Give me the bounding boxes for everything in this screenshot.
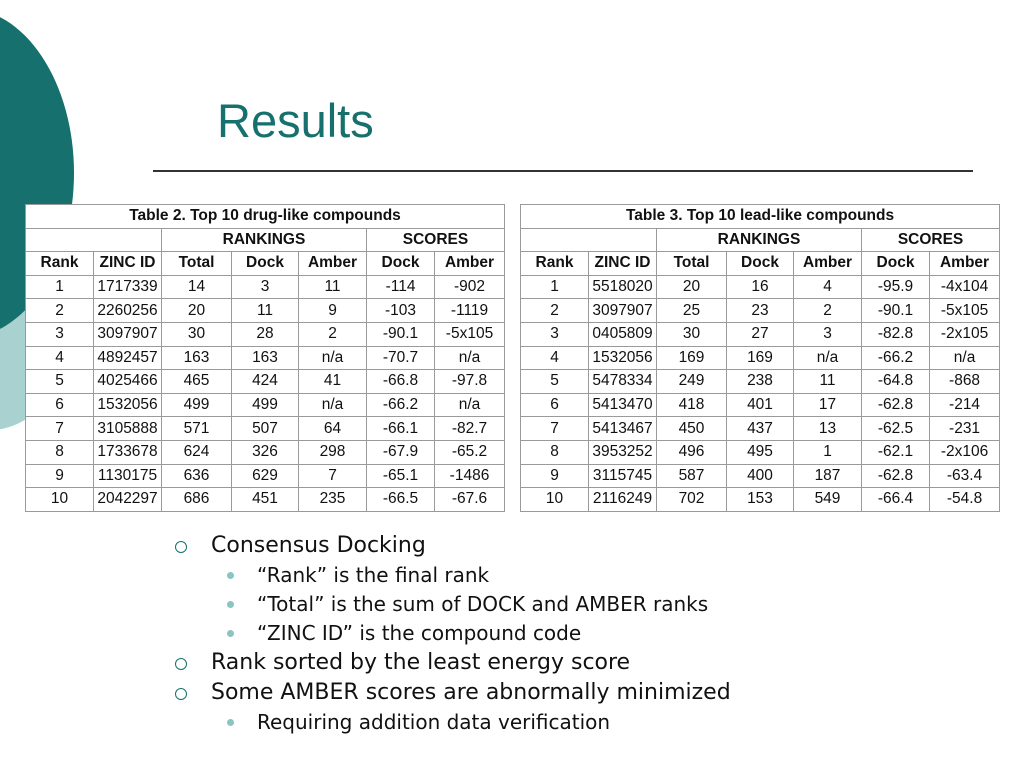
table-cell: 9 (26, 464, 94, 488)
table-cell: 1717339 (94, 275, 162, 299)
table-cell: 163 (232, 346, 299, 370)
table-cell: 3097907 (589, 299, 657, 323)
column-header-zinc-id: ZINC ID (589, 252, 657, 276)
table-cell: 1532056 (94, 393, 162, 417)
table-cell: -2x105 (930, 322, 1000, 346)
table-cell: n/a (435, 393, 505, 417)
table-row (521, 275, 1000, 299)
table-cell: 23 (727, 299, 794, 323)
table-row (26, 275, 505, 299)
table-cell: 6 (521, 393, 589, 417)
table-cell: -103 (367, 299, 435, 323)
table-row (26, 370, 505, 394)
table-cell: -64.8 (862, 370, 930, 394)
table-cell: 20 (657, 275, 727, 299)
table-cell: 7 (299, 464, 367, 488)
slide-title: Results (217, 94, 374, 147)
table-cell: 25 (657, 299, 727, 323)
table-cell: 5518020 (589, 275, 657, 299)
table-cell: -231 (930, 417, 1000, 441)
table-cell: -66.2 (862, 346, 930, 370)
bullet-text: Some AMBER scores are abnormally minimized (211, 680, 731, 705)
table-cell: 2116249 (589, 488, 657, 512)
table-cell: 9 (299, 299, 367, 323)
table-cell: 153 (727, 488, 794, 512)
table-cell: 450 (657, 417, 727, 441)
table-drug-like-compounds (25, 204, 505, 512)
table-cell: -97.8 (435, 370, 505, 394)
table-cell: 1532056 (589, 346, 657, 370)
table-cell: 30 (657, 322, 727, 346)
table-cell: 499 (162, 393, 232, 417)
title-divider (153, 170, 973, 172)
table-cell: 10 (521, 488, 589, 512)
table-cell: 4 (794, 275, 862, 299)
table-cell: 6 (26, 393, 94, 417)
table-cell: 571 (162, 417, 232, 441)
table-cell: 4 (521, 346, 589, 370)
table-cell: 235 (299, 488, 367, 512)
table-lead-like-compounds (520, 204, 1000, 512)
table-cell: 2 (299, 322, 367, 346)
table-cell: 4892457 (94, 346, 162, 370)
table-cell: -902 (435, 275, 505, 299)
table-cell: 8 (521, 440, 589, 464)
table-cell: -114 (367, 275, 435, 299)
table-cell: 28 (232, 322, 299, 346)
table-cell: 1130175 (94, 464, 162, 488)
table-cell: 401 (727, 393, 794, 417)
table-cell: 11 (794, 370, 862, 394)
table-cell: 169 (657, 346, 727, 370)
table-cell: 1 (794, 440, 862, 464)
dot-bullet-icon (227, 572, 234, 579)
column-header-rank: Rank (26, 252, 94, 276)
table-cell: 169 (727, 346, 794, 370)
table-cell: 3953252 (589, 440, 657, 464)
column-header-amber-rank: Amber (299, 252, 367, 276)
table-cell: 8 (26, 440, 94, 464)
table-cell: 5413470 (589, 393, 657, 417)
column-header-total: Total (162, 252, 232, 276)
table-caption: Table 2. Top 10 drug-like compounds (26, 205, 505, 229)
table-cell: -66.8 (367, 370, 435, 394)
table-column-header-row (521, 252, 1000, 276)
table-cell: 418 (657, 393, 727, 417)
table-row (521, 393, 1000, 417)
table-cell: n/a (299, 393, 367, 417)
table-row (26, 440, 505, 464)
table-cell: 249 (657, 370, 727, 394)
table-cell: -62.5 (862, 417, 930, 441)
table-cell: 298 (299, 440, 367, 464)
bullet-item (175, 531, 1015, 561)
table-cell: -67.6 (435, 488, 505, 512)
table-cell: n/a (794, 346, 862, 370)
table-cell: 20 (162, 299, 232, 323)
table-row (26, 393, 505, 417)
table-cell: 5 (26, 370, 94, 394)
bullet-text: “Rank” is the final rank (257, 563, 490, 587)
table-cell: -62.8 (862, 464, 930, 488)
sub-bullet-item (175, 561, 1015, 590)
table-cell: 11 (232, 299, 299, 323)
table-cell: 3 (26, 322, 94, 346)
table-cell: 7 (521, 417, 589, 441)
table-cell: 3 (232, 275, 299, 299)
table-row (521, 417, 1000, 441)
table-cell: -4x104 (930, 275, 1000, 299)
sub-bullet-item (175, 619, 1015, 648)
table-cell: 424 (232, 370, 299, 394)
table-cell: 451 (232, 488, 299, 512)
column-header-dock-score: Dock (367, 252, 435, 276)
table-cell: -82.8 (862, 322, 930, 346)
column-header-dock-score: Dock (862, 252, 930, 276)
table-cell: -90.1 (367, 322, 435, 346)
table-cell: 163 (162, 346, 232, 370)
table-cell: 507 (232, 417, 299, 441)
dot-bullet-icon (227, 601, 234, 608)
bullet-text: Rank sorted by the least energy score (211, 650, 631, 675)
table-cell: 437 (727, 417, 794, 441)
table-row (521, 464, 1000, 488)
table-cell: 2042297 (94, 488, 162, 512)
table-cell: 686 (162, 488, 232, 512)
table-cell: -67.9 (367, 440, 435, 464)
table-row (521, 299, 1000, 323)
table-cell: 64 (299, 417, 367, 441)
table-cell: -1119 (435, 299, 505, 323)
table-group-header-scores: SCORES (367, 228, 505, 252)
table-cell: 629 (232, 464, 299, 488)
table-cell: 465 (162, 370, 232, 394)
table-cell: 702 (657, 488, 727, 512)
table-cell: -90.1 (862, 299, 930, 323)
table-cell: 14 (162, 275, 232, 299)
table-cell: 30 (162, 322, 232, 346)
table-cell: 400 (727, 464, 794, 488)
bullet-list (175, 531, 1015, 737)
table-cell: 16 (727, 275, 794, 299)
table-cell: 495 (727, 440, 794, 464)
table-cell: -65.1 (367, 464, 435, 488)
bullet-text: Requiring addition data verification (257, 710, 611, 734)
column-header-amber-rank: Amber (794, 252, 862, 276)
table-cell: -66.2 (367, 393, 435, 417)
table-group-header-empty (26, 228, 162, 252)
table-row (26, 322, 505, 346)
table-group-header-rankings: RANKINGS (657, 228, 862, 252)
column-header-dock-rank: Dock (232, 252, 299, 276)
table-cell: -54.8 (930, 488, 1000, 512)
table-cell: -70.7 (367, 346, 435, 370)
table-row (26, 299, 505, 323)
table-row (26, 464, 505, 488)
bullet-item (175, 648, 1015, 678)
table-cell: 2 (26, 299, 94, 323)
table-row (521, 370, 1000, 394)
table-cell: n/a (930, 346, 1000, 370)
table-cell: 3115745 (589, 464, 657, 488)
table-cell: 326 (232, 440, 299, 464)
table-cell: 2 (521, 299, 589, 323)
table-cell: 5 (521, 370, 589, 394)
table-row (521, 322, 1000, 346)
column-header-zinc-id: ZINC ID (94, 252, 162, 276)
table-cell: n/a (435, 346, 505, 370)
table-cell: 11 (299, 275, 367, 299)
table-cell: 587 (657, 464, 727, 488)
bullet-text: “ZINC ID” is the compound code (257, 621, 582, 645)
table-cell: 27 (727, 322, 794, 346)
table-cell: 4 (26, 346, 94, 370)
table-cell: 1733678 (94, 440, 162, 464)
table-cell: 549 (794, 488, 862, 512)
table-cell: -62.8 (862, 393, 930, 417)
table-cell: 636 (162, 464, 232, 488)
table-cell: -66.4 (862, 488, 930, 512)
table-row (521, 440, 1000, 464)
column-header-amber-score: Amber (435, 252, 505, 276)
table-cell: 496 (657, 440, 727, 464)
bullet-item (175, 678, 1015, 708)
table-cell: -5x105 (435, 322, 505, 346)
table-cell: 7 (26, 417, 94, 441)
table-cell: 10 (26, 488, 94, 512)
table-cell: 4025466 (94, 370, 162, 394)
table-cell: 3 (794, 322, 862, 346)
column-header-total: Total (657, 252, 727, 276)
table-row (26, 488, 505, 512)
table-cell: 41 (299, 370, 367, 394)
table-cell: -62.1 (862, 440, 930, 464)
sub-bullet-item (175, 708, 1015, 737)
table-group-header-empty (521, 228, 657, 252)
table-cell: 9 (521, 464, 589, 488)
table-group-header-scores: SCORES (862, 228, 1000, 252)
table-cell: 3 (521, 322, 589, 346)
table-cell: 1 (521, 275, 589, 299)
table-cell: 2 (794, 299, 862, 323)
table-cell: 13 (794, 417, 862, 441)
dot-bullet-icon (227, 630, 234, 637)
table-cell: -214 (930, 393, 1000, 417)
table-cell: -65.2 (435, 440, 505, 464)
table-cell: -82.7 (435, 417, 505, 441)
table-cell: -95.9 (862, 275, 930, 299)
table-cell: -66.5 (367, 488, 435, 512)
table-cell: 2260256 (94, 299, 162, 323)
table-row (521, 346, 1000, 370)
table-cell: 3105888 (94, 417, 162, 441)
dot-bullet-icon (227, 719, 234, 726)
table-row (521, 488, 1000, 512)
table-row (26, 417, 505, 441)
column-header-rank: Rank (521, 252, 589, 276)
table-group-header-rankings: RANKINGS (162, 228, 367, 252)
table-cell: 17 (794, 393, 862, 417)
bullet-text: Consensus Docking (211, 533, 426, 558)
table-caption: Table 3. Top 10 lead-like compounds (521, 205, 1000, 229)
table-cell: -63.4 (930, 464, 1000, 488)
table-cell: 499 (232, 393, 299, 417)
column-header-dock-rank: Dock (727, 252, 794, 276)
hollow-circle-bullet-icon (175, 658, 187, 670)
table-cell: -2x106 (930, 440, 1000, 464)
bullet-text: “Total” is the sum of DOCK and AMBER ranks (257, 592, 709, 616)
column-header-amber-score: Amber (930, 252, 1000, 276)
table-cell: 624 (162, 440, 232, 464)
table-row (26, 346, 505, 370)
table-cell: 238 (727, 370, 794, 394)
table-cell: -5x105 (930, 299, 1000, 323)
table-cell: 5478334 (589, 370, 657, 394)
table-cell: -1486 (435, 464, 505, 488)
table-cell: n/a (299, 346, 367, 370)
table-cell: 187 (794, 464, 862, 488)
table-cell: -66.1 (367, 417, 435, 441)
hollow-circle-bullet-icon (175, 688, 187, 700)
sub-bullet-item (175, 590, 1015, 619)
table-cell: 3097907 (94, 322, 162, 346)
table-cell: 5413467 (589, 417, 657, 441)
hollow-circle-bullet-icon (175, 541, 187, 553)
table-cell: 1 (26, 275, 94, 299)
table-cell: 0405809 (589, 322, 657, 346)
table-cell: -868 (930, 370, 1000, 394)
table-column-header-row (26, 252, 505, 276)
